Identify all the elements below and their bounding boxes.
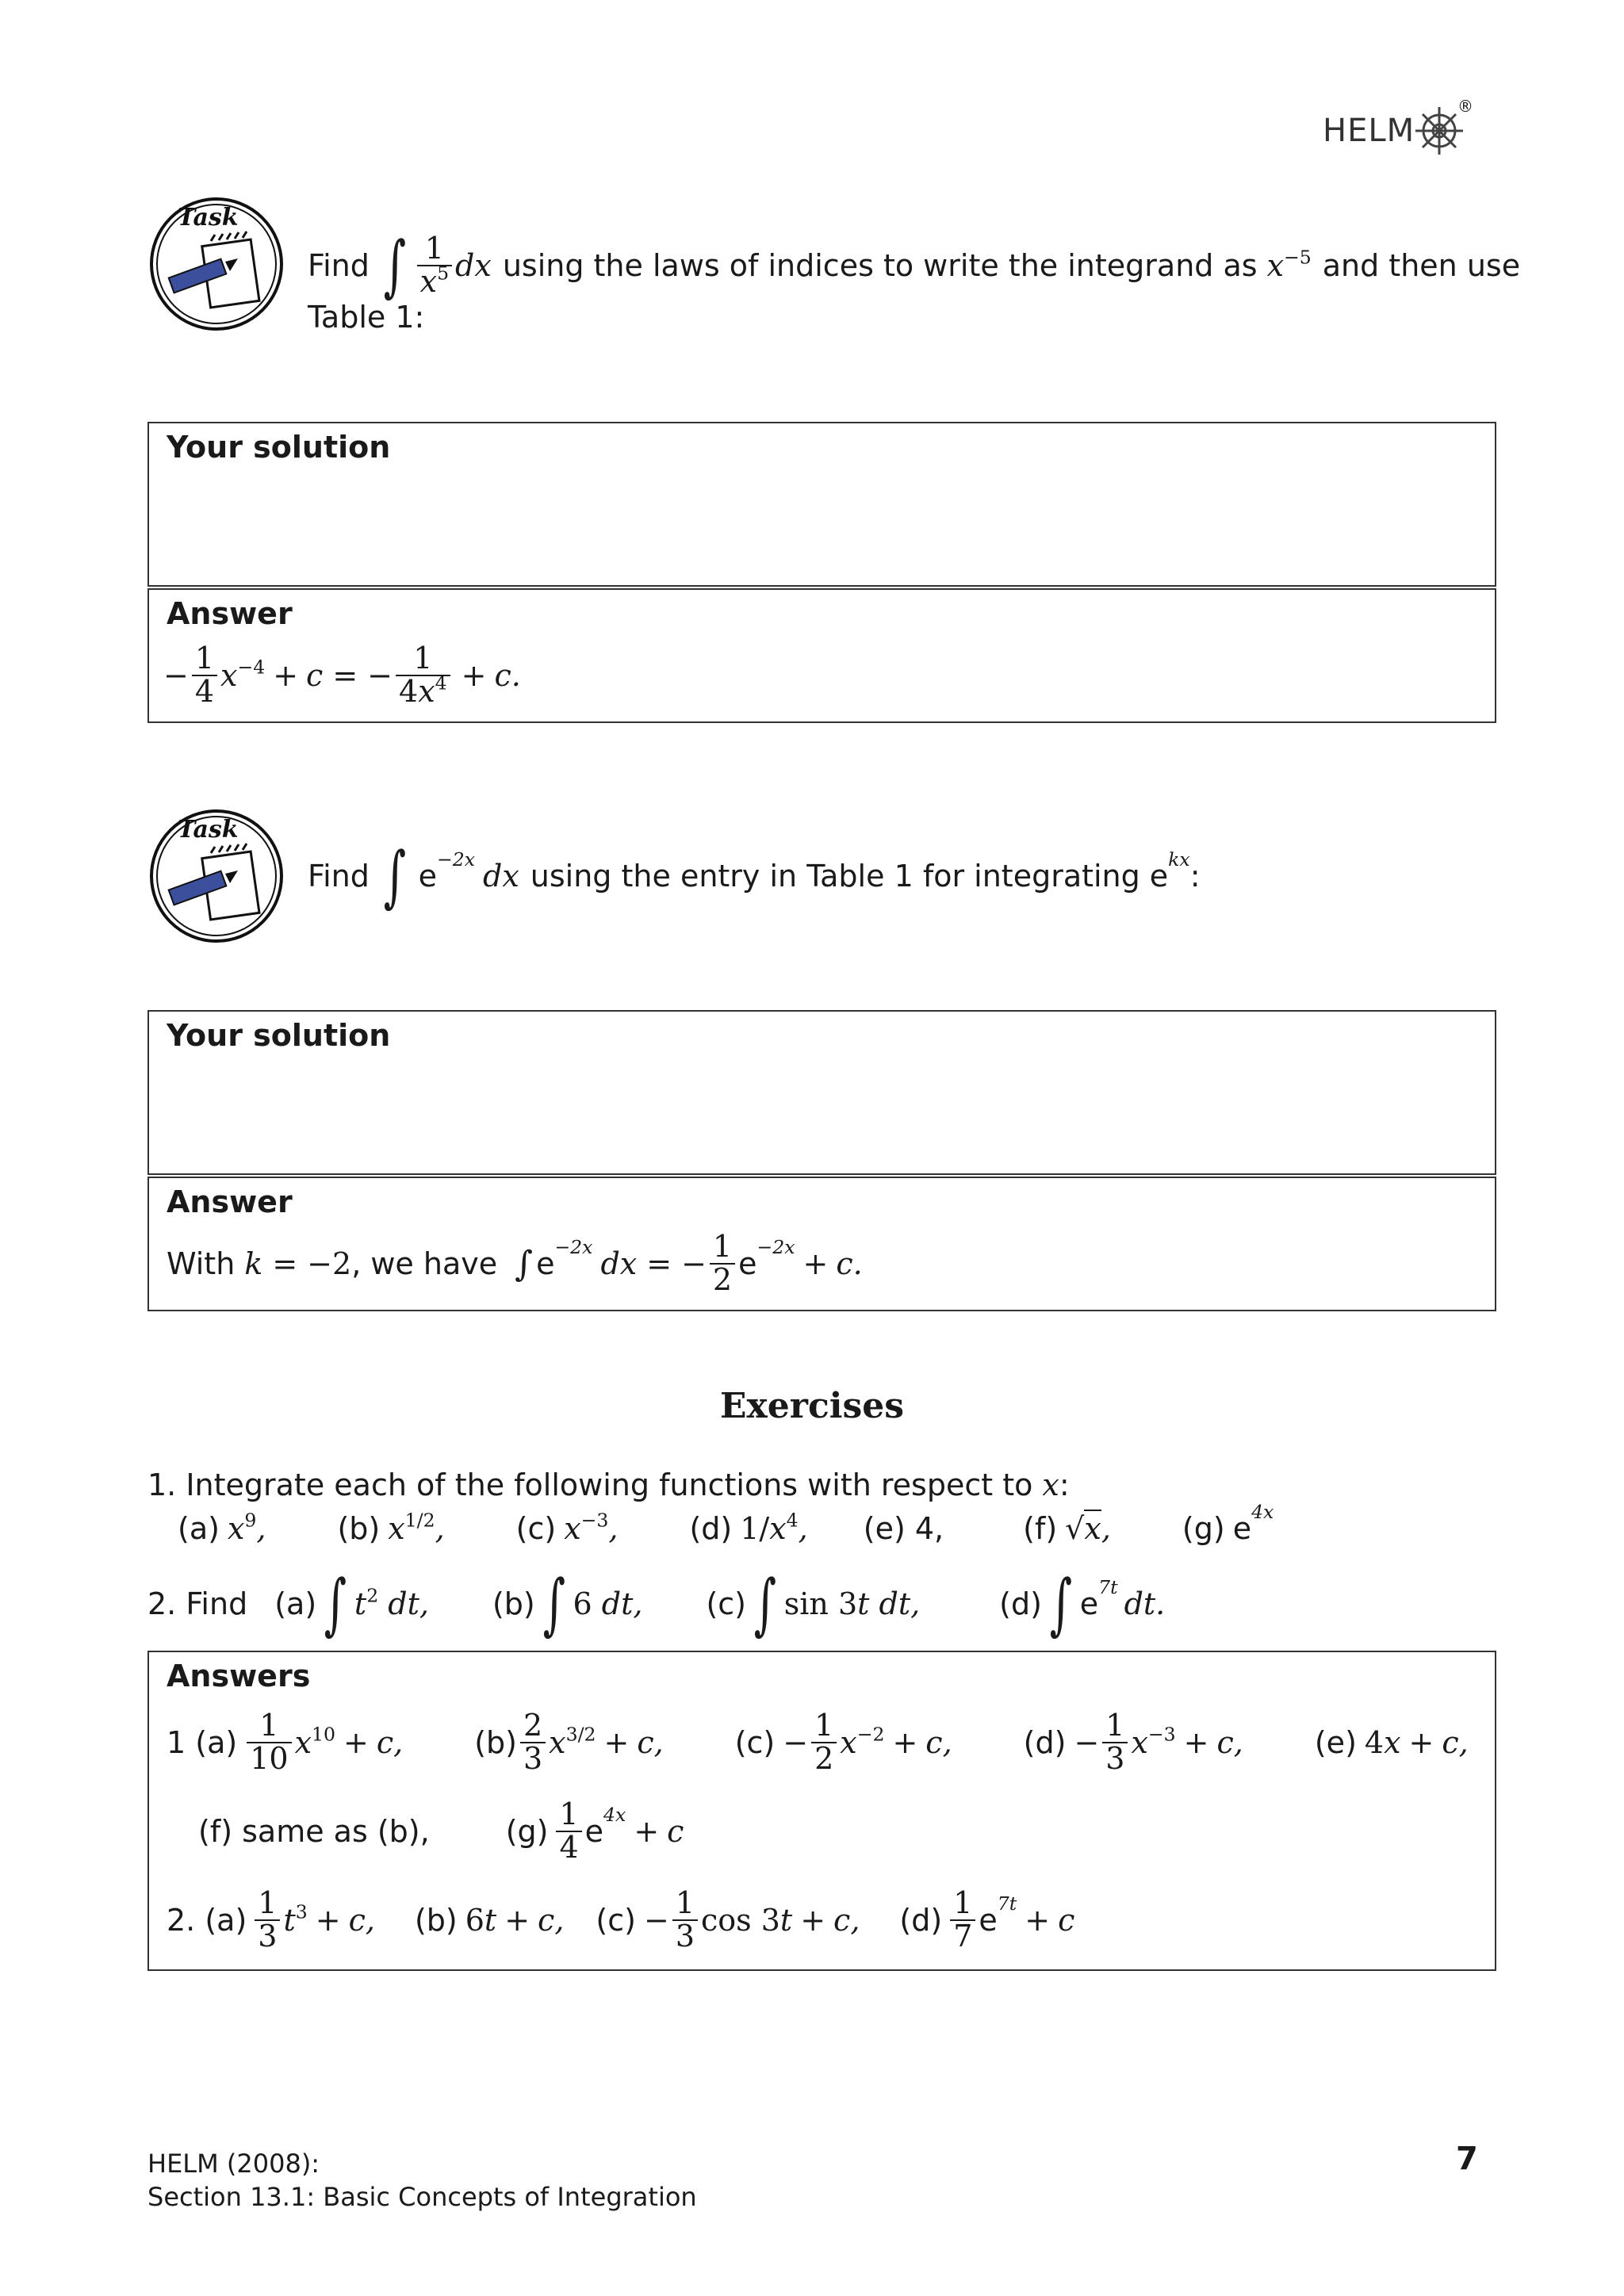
answer-expression: − $\frac{1}{4}$ $x^{-4}$ + c = − $\frac{1}{4x^4}$ + c. [163, 641, 521, 709]
task1-text2: and then use [1322, 248, 1521, 283]
answers-row-2: (f) same as (b), (g) $\frac{1}{4}$ e 4x + c [198, 1797, 684, 1865]
answers-row-3: 2. (a) $\frac{1}{3}$ $t^3$ + c, (b) 6t + c, (c) − $\frac{1}{3}$ cos 3t + c, (d) $\frac{1}{7}$ e 7t + c [167, 1885, 1075, 1954]
integral-sign: ∫ [383, 837, 406, 915]
task-icon [147, 807, 286, 946]
answer-expression: With k = −2 , we have ∫ e −2x dx = − $\frac{1}{2}$ e −2x + c. [167, 1229, 863, 1297]
integral-sign: ∫ [383, 227, 406, 304]
solution-box[interactable] [147, 422, 1496, 587]
helm-logo [1323, 97, 1473, 159]
task2-text: using the entry in Table 1 for integrating [530, 859, 1140, 894]
task1-find: Find [308, 248, 370, 283]
answers-box [147, 1651, 1496, 1971]
footer-line-1: HELM (2008): [147, 2149, 320, 2179]
answer-title: Answer [167, 596, 293, 631]
task-icon-label: Task [178, 816, 239, 844]
task-icon-label: Task [178, 204, 239, 232]
answer-box: Answer With k = −2 , we have ∫ e −2x dx = − $\frac{1}{2}$ e −2x + c. [147, 1177, 1496, 1311]
task1-line2: Table 1: [308, 300, 425, 335]
task-icon [147, 195, 286, 334]
page-number: 7 [1456, 2141, 1478, 2177]
helm-logo-text: HELM [1323, 113, 1415, 149]
exercises-heading: Exercises [720, 1386, 904, 1426]
answers-row-1: 1 (a) $\frac{1}{10}$ $x^{10}$ + c, (b) $\frac{2}{3}$ $x^{3/2}$ + c, (c) − $\frac{1}{2}$ $x^{-2}$ + c, (d) − $\frac{1}{3}$ $x^{-3}$ + c, (e) 4x + c, [167, 1708, 1469, 1776]
task1-prompt: Find ∫ $\frac{1}{x^5}$ dx using the laws of indices to write the integrand as $x^{-5}$ and then use [308, 227, 1521, 304]
fraction-1-over-x5: $\frac{1}{x^5}$ [417, 233, 452, 298]
registered-mark: ® [1457, 97, 1473, 116]
exercise-2: 2. Find (a) ∫ $t^2$ dt, (b) ∫ 6 dt, (c) ∫ sin 3t dt, (d) ∫ e 7t dt. [147, 1565, 1166, 1643]
solution-box[interactable]: Your solution [147, 1010, 1496, 1175]
task1-text: using the laws of indices to write the integrand as [502, 248, 1258, 283]
answers-title: Answers [167, 1659, 311, 1693]
exercise-1-parts: (a) $x^9$, (b) $x^{1/2}$, (c) $x^{-3}$, (d) $1/x^4$, (e) 4, (f) √x, (g) e 4x [178, 1500, 1274, 1546]
solution-title: Your solution [167, 430, 391, 465]
footer-line-2: Section 13.1: Basic Concepts of Integration [147, 2182, 697, 2212]
answer-box [147, 588, 1496, 723]
exercise-1: 1. Integrate each of the following functions with respect to x : [147, 1468, 1070, 1502]
task2-prompt: Find ∫ e −2x dx using the entry in Table 1 for integrating e kx : [308, 837, 1201, 915]
